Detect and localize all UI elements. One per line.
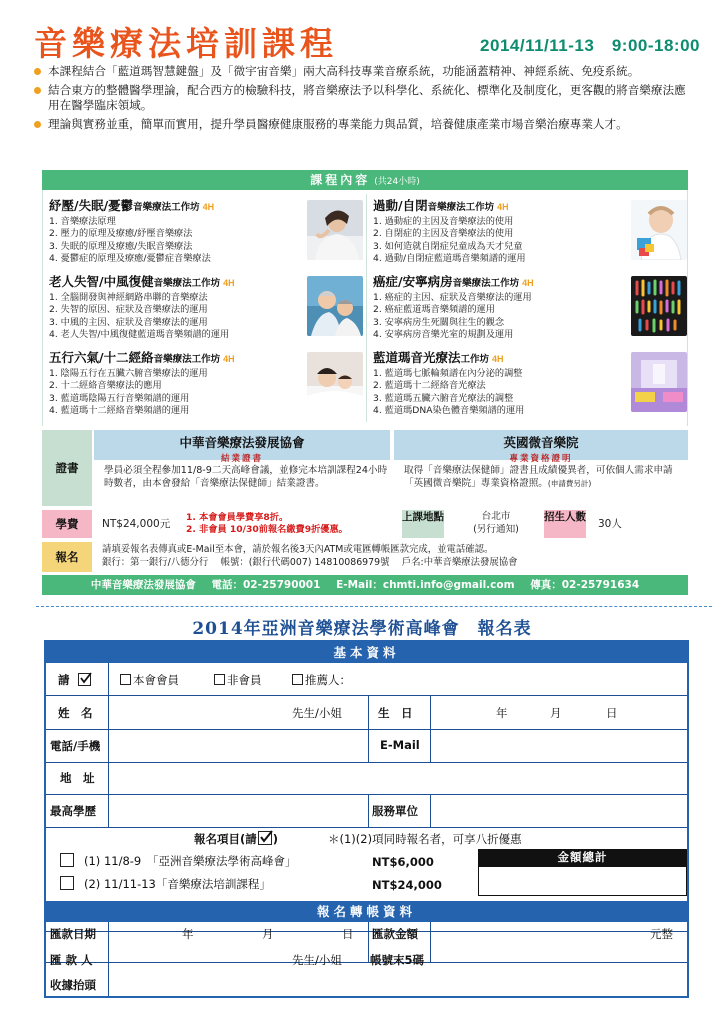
reg-instructions: 請填妥報名表傳真或E-Mail至本會，請於報名後3天內ATM或電匯轉帳匯款完成，並電話確認。 銀行：第一銀行/八德分行 帳號：(銀行代碼007) 14810086979號 戶名:中華音樂療法發展協會 — [102, 544, 518, 568]
course-card: 癌症/安寧病房音樂療法工作坊 4H 1. 癌症的主因、症狀及音樂療法的運用 2. 癌症藍道瑪音樂頻譜的運用 3. 安寧病房生死關與往生的觀念 4. 安寧病房音樂光室的規劃及運用 — [373, 272, 691, 348]
birth-label: 生 日 — [378, 706, 413, 720]
remitter-label: 匯 款 人 — [50, 953, 93, 967]
course-title: 老人失智/中風復健 — [49, 274, 154, 289]
course-grid — [42, 190, 688, 426]
course-hours: 4H — [223, 278, 235, 288]
registration-form: 基本資料 請 本會會員 非會員 推薦人： 姓 名 先生/小姐 生 日 年 月 日 電話/手機 E-Mail 地 址 最高學歷 服務單位 報名項目(請 ) ＊(1)(2)項同時報名者，可享八折優惠 金額總計 (1) 11/8-9 「亞洲音樂療法學術高峰會」 NT$6,000 (2) 11/11-13「音樂療法培訓課程」 NT$24,000 報名轉帳資料 匯款日期 年 月 日 匯款金額 元整 匯 款 人 先生/小姐 帳號末5碼 收據抬頭 — [44, 640, 689, 998]
course-hours: 4H — [497, 202, 509, 212]
course-card: 藍道瑪音光療法工作坊 4H 1. 藍道瑪七脈輪頻譜在內分泌的調整 2. 藍道瑪十二經絡音光療法 3. 藍道瑪五臟六腑音光療法的調整 4. 藍道瑪DNA染色體音樂頻譜的運用 — [373, 348, 691, 424]
account-last5-label: 帳號末5碼 — [370, 953, 425, 967]
course-card: 五行六氣/十二經絡音樂療法工作坊 4H 1. 陰陽五行在五臟六腑音樂療法的運用 2. 十二經絡音樂療法的應用 3. 藍道瑪陰陽五行音樂頻譜的運用 4. 藍道瑪十二經絡音樂頻譜的運用 — [49, 348, 367, 424]
remit-amount-label: 匯款金額 — [372, 927, 418, 941]
course-photo-relaxing-woman — [307, 200, 363, 260]
course-photo-elderly-couple — [307, 276, 363, 336]
member-checkbox[interactable] — [120, 674, 131, 685]
bullet-icon — [34, 87, 41, 94]
items-label: 報名項目(請 ) — [194, 832, 279, 846]
course-photo-sleeping-mother — [307, 352, 363, 412]
email-label: E-Mail — [380, 738, 420, 752]
remit-date-label: 匯款日期 — [50, 927, 96, 941]
item1-row[interactable]: (1) 11/8-9 「亞洲音樂療法學術高峰會」 — [60, 853, 296, 869]
item2-price: NT$24,000 — [372, 878, 442, 892]
intro-item: 本課程結合「藍道瑪智慧鍵盤」及「微宇宙音樂」兩大高科技專業音療系統，功能涵蓋精神、神經系統、免疫系統。 — [34, 64, 694, 80]
course-topics: 1. 藍道瑪七脈輪頻譜在內分泌的調整 2. 藍道瑪十二經絡音光療法 3. 藍道瑪五臟六腑音光療法的調整 4. 藍道瑪DNA染色體音樂頻譜的運用 — [373, 368, 525, 417]
name-label: 姓 名 — [58, 706, 93, 720]
cert-label: 證書 — [42, 430, 92, 506]
course-topics: 1. 音樂療法原理 2. 壓力的原理及療癒/紓壓音樂療法 3. 失眠的原理及療癒/失眠音樂療法 4. 憂鬱症的原理及療癒/憂鬱症音樂療法 — [49, 216, 211, 265]
course-title: 五行六氣/十二經絡 — [49, 350, 154, 365]
course-section-header: 課程內容 (共24小時) — [42, 170, 688, 190]
bullet-icon — [34, 68, 41, 75]
education-label: 最高學歷 — [50, 804, 96, 818]
course-card: 紓壓/失眠/憂鬱音樂療法工作坊 4H 1. 音樂療法原理 2. 壓力的原理及療癒/紓壓音樂療法 3. 失眠的原理及療癒/失眠音樂療法 4. 憂鬱症的原理及療癒/憂鬱症音樂療法 — [49, 196, 367, 272]
nonmember-checkbox[interactable] — [214, 674, 225, 685]
transfer-info-header: 報名轉帳資料 — [46, 901, 687, 922]
fee-label: 學費 — [42, 510, 92, 538]
items-note: ＊(1)(2)項同時報名者，可享八折優惠 — [328, 832, 522, 846]
course-hours: 4H — [492, 354, 504, 364]
venue-label: 上課地點 — [402, 510, 444, 538]
total-amount-field[interactable] — [478, 866, 687, 896]
course-topics: 1. 過動症的主因及音樂療法的使用 2. 自閉症的主因及音樂療法的使用 3. 如何造就自閉症兒童成為天才兒童 4. 過動/自閉症藍道瑪音樂頻譜的運用 — [373, 216, 526, 265]
reg-label: 報名 — [42, 542, 92, 572]
receipt-label: 收據抬頭 — [50, 978, 96, 992]
name-salutation: 先生/小姐 — [292, 706, 342, 720]
item2-checkbox[interactable] — [60, 876, 74, 890]
amount-unit: 元整 — [650, 927, 673, 941]
course-hours: 4H — [522, 278, 534, 288]
org-header-right: 英國微音樂院 專業資格證明 — [394, 430, 688, 460]
checkmark-icon — [78, 673, 91, 686]
course-topics: 1. 癌症的主因、症狀及音樂療法的運用 2. 癌症藍道瑪音樂頻譜的運用 3. 安寧病房生死關與往生的觀念 4. 安寧病房音樂光室的規劃及運用 — [373, 292, 532, 341]
contact-bar: 中華音樂療法發展協會 電話：02-25790001 E-Mail：chmti.info@gmail.com 傳真：02-25791634 — [42, 575, 688, 595]
course-topics: 1. 全腦開發與神經網路串聯的音樂療法 2. 失智的原因、症狀及音樂療法的運用 3. 中風的主因、症狀及音樂療法的運用 4. 老人失智/中風復健藍道瑪音樂頻譜的運用 — [49, 292, 230, 341]
fee-value: NT$24,000元 — [102, 518, 171, 530]
cert-right-text: 取得「音樂療法保健師」證書且成績優異者，可依個人需求申請「英國微音樂院」專業資格證照。(申請費另計) — [404, 465, 673, 489]
fee-discounts: 1. 本會會員學費享8折。 2. 非會員 10/30前報名繳費9折優惠。 — [186, 512, 348, 535]
form-title: 2014年亞洲音樂療法學術高峰會 報名表 — [192, 619, 532, 639]
header — [30, 18, 700, 62]
opt-referrer[interactable]: 推薦人： — [292, 672, 351, 688]
work-label: 服務單位 — [372, 804, 418, 818]
intro-item: 理論與實務並重，簡單而實用，提升學員醫療健康服務的專業能力與品質，培養健康產業市場音樂治療專業人才。 — [34, 117, 694, 133]
quota-label: 招生人數 — [544, 510, 586, 538]
bullet-icon — [34, 121, 41, 128]
item1-price: NT$6,000 — [372, 855, 434, 869]
course-topics: 1. 陰陽五行在五臟六腑音樂療法的運用 2. 十二經絡音樂療法的應用 3. 藍道瑪陰陽五行音樂頻譜的運用 4. 藍道瑪十二經絡音樂頻譜的運用 — [49, 368, 208, 417]
address-label: 地 址 — [60, 771, 95, 785]
course-datetime: 2014/11/11-13 9:00-18:00 — [480, 36, 700, 55]
phone-label: 電話/手機 — [50, 739, 101, 753]
checkmark-icon — [258, 831, 272, 845]
item1-checkbox[interactable] — [60, 853, 74, 867]
course-title: 過動/自閉 — [373, 198, 428, 213]
course-hours: 4H — [223, 354, 235, 364]
item2-row[interactable]: (2) 11/11-13「音樂療法培訓課程」 — [60, 876, 271, 892]
course-title: 藍道瑪音光療法 — [373, 350, 461, 365]
total-label: 金額總計 — [478, 849, 687, 866]
cert-left-text: 學員必須全程參加11/8-9二天高峰會議，並修完本培訓課程24小時時數者，由本會發給「音樂療法保健師」結業證書。 — [104, 465, 388, 489]
course-hours: 4H — [202, 202, 215, 212]
cut-line — [36, 606, 712, 607]
course-card: 過動/自閉音樂療法工作坊 4H 1. 過動症的主因及音樂療法的使用 2. 自閉症的主因及音樂療法的使用 3. 如何造就自閉症兒童成為天才兒童 4. 過動/自閉症藍道瑪音樂頻譜的運用 — [373, 196, 691, 272]
venue-value: 台北市 (另行通知) — [473, 511, 519, 535]
page-title: 音樂療法培訓課程 — [34, 24, 338, 63]
referrer-checkbox[interactable] — [292, 674, 303, 685]
opt-nonmember[interactable]: 非會員 — [214, 672, 262, 688]
course-photo-child — [631, 200, 687, 260]
basic-info-header: 基本資料 — [46, 642, 687, 663]
course-title: 癌症/安寧病房 — [373, 274, 453, 289]
course-title: 紓壓/失眠/憂鬱 — [49, 198, 134, 213]
quota-value: 30人 — [598, 518, 622, 530]
course-card: 老人失智/中風復健音樂療法工作坊 4H 1. 全腦開發與神經網路串聯的音樂療法 2. 失智的原因、症狀及音樂療法的運用 3. 中風的主因、症狀及音樂療法的運用 4. 老人失智/中風復健藍道瑪音樂頻譜的運用 — [49, 272, 367, 348]
org-header-left: 中華音樂療法發展協會 結業證書 — [94, 430, 390, 460]
course-photo-chromosomes — [631, 276, 687, 336]
opt-member[interactable]: 本會會員 — [120, 672, 179, 688]
course-info-table — [42, 428, 688, 594]
intro-item: 結合東方的整體醫學理論，配合西方的檢驗科技，將音樂療法予以科學化、系統化、標準化及制度化，更客觀的將音樂療法應用在醫學臨床領域。 — [34, 83, 694, 114]
please-label: 請 — [58, 672, 91, 688]
intro-list — [34, 64, 694, 135]
course-photo-light-room — [631, 352, 687, 412]
